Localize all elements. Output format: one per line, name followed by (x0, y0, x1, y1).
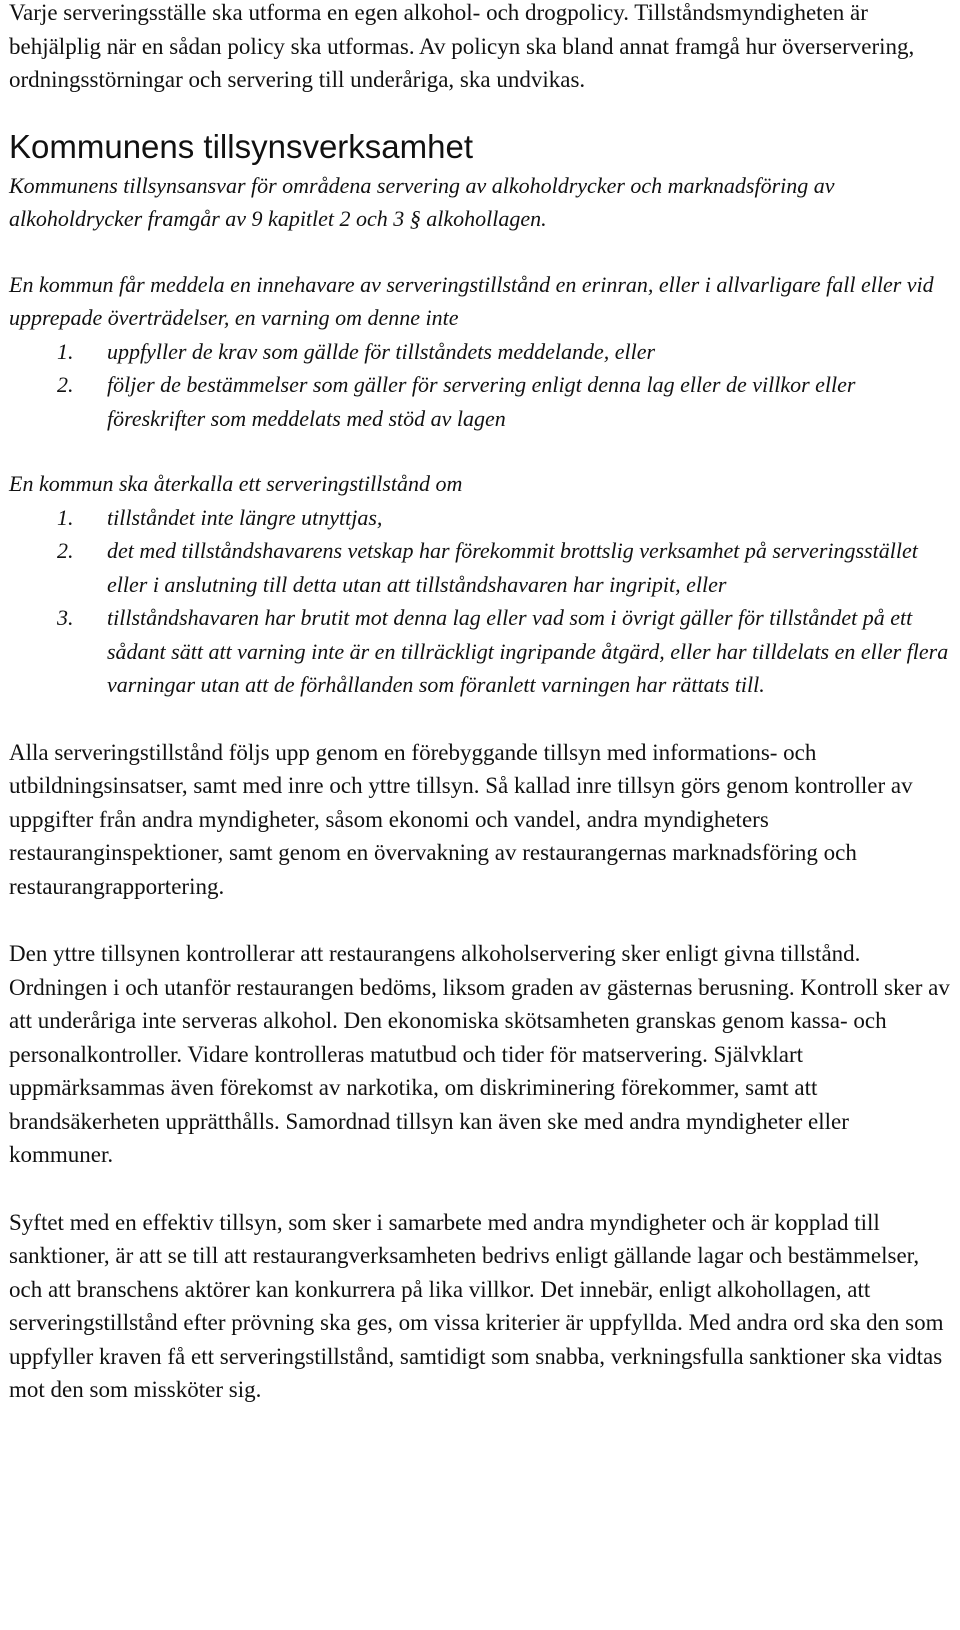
list-number: 2. (57, 538, 74, 563)
list-text: följer de bestämmelser som gäller för servering enligt denna lag eller de villkor eller föreskrifter som meddelats med stöd av lagen (107, 372, 856, 431)
list-text: tillståndshavaren har brutit mot denna lag eller vad som i övrigt gäller för tillståndet på ett sådant sätt att varning inte är en tillräckligt ingripande åtgärd, eller har tilldelats en eller flera varningar utan att de förhållanden som föranlett varningen har rättats till. (107, 605, 949, 697)
list-item (9, 335, 954, 369)
list-item (9, 501, 954, 535)
document-page (9, 0, 954, 1407)
list-number: 1. (57, 504, 74, 530)
responsibility-paragraph: Kommunens tillsynsansvar för områdena servering av alkoholdrycker och marknadsföring av alkoholdrycker framgår av 9 kapitlet 2 och 3 § alkohollagen. (9, 172, 835, 231)
list-number: 3. (57, 605, 74, 630)
oversight-paragraph: Alla serveringstillstånd följs upp genom en förebyggande tillsyn med informations- och utbildningsinsatser, samt med inre och yttre tillsyn. Så kallad inre tillsyn görs genom kontroller av uppgifter från andra myndigheter, såsom ekonomi och vandel, andra myndigheters restauranginspektioner, samt genom en övervakning av restaurangernas marknadsföring och restaurangrapportering. (9, 739, 913, 899)
list-number: 1. (57, 338, 74, 364)
revoke-list (9, 501, 954, 702)
list-number: 2. (57, 372, 74, 397)
revoke-lead: En kommun ska återkalla ett serveringstillstånd om (9, 471, 463, 496)
list-text: uppfyller de krav som gällde för tillståndets meddelande, eller (107, 338, 656, 364)
intro-paragraph: Varje serveringsställe ska utforma en egen alkohol- och drogpolicy. Tillståndsmyndigheten är behjälplig när en sådan policy ska utformas. Av policyn ska bland annat framgå hur överservering, ordningsstörningar och servering till underåriga, ska undvikas. (9, 0, 915, 92)
warning-lead: En kommun får meddela en innehavare av serveringstillstånd en erinran, eller i allvarligare fall eller vid upprepade överträdelser, en varning om denne inte (9, 271, 934, 330)
warning-list (9, 335, 954, 436)
list-text: det med tillståndshavarens vetskap har förekommit brottslig verksamhet på serveringsstället eller i anslutning till detta utan att tillståndshavaren har ingripit, eller (107, 538, 918, 597)
section-heading: Kommunens tillsynsverksamhet (9, 127, 473, 165)
external-oversight-paragraph: Den yttre tillsynen kontrollerar att restaurangens alkoholservering sker enligt givna tillstånd. Ordningen i och utanför restaurangen bedöms, liksom graden av gästernas berusning. Kontroll sker av att underåriga inte serveras alkohol. Den ekonomiska skötsamheten granskas genom kassa- och personalkontroller. Vidare kontrolleras matutbud och tider för matservering. Självklart uppmärksammas även förekomst av narkotika, om diskriminering förekommer, samt att brandsäkerheten upprätthålls. Samordnad tillsyn kan även ske med andra myndigheter eller kommuner. (9, 941, 950, 1167)
list-text: tillståndet inte längre utnyttjas, (107, 504, 383, 530)
revoke-block (9, 467, 954, 702)
list-item (9, 601, 954, 702)
purpose-paragraph: Syftet med en effektiv tillsyn, som sker i samarbete med andra myndigheter och är kopplad till sanktioner, är att se till att restaurangverksamheten bedrivs enligt gällande lagar och bestämmelser, och att branschens aktörer kan konkurrera på lika villkor. Det innebär, enligt alkohollagen, att serveringstillstånd efter prövning ska ges, om vissa kriterier är uppfyllda. Med andra ord ska den som uppfyller kraven få ett serveringstillstånd, samtidigt som snabba, verkningsfulla sanktioner ska vidtas mot den som missköter sig. (9, 1209, 944, 1402)
list-item (9, 368, 954, 435)
list-item (9, 534, 954, 601)
warning-block (9, 268, 954, 436)
